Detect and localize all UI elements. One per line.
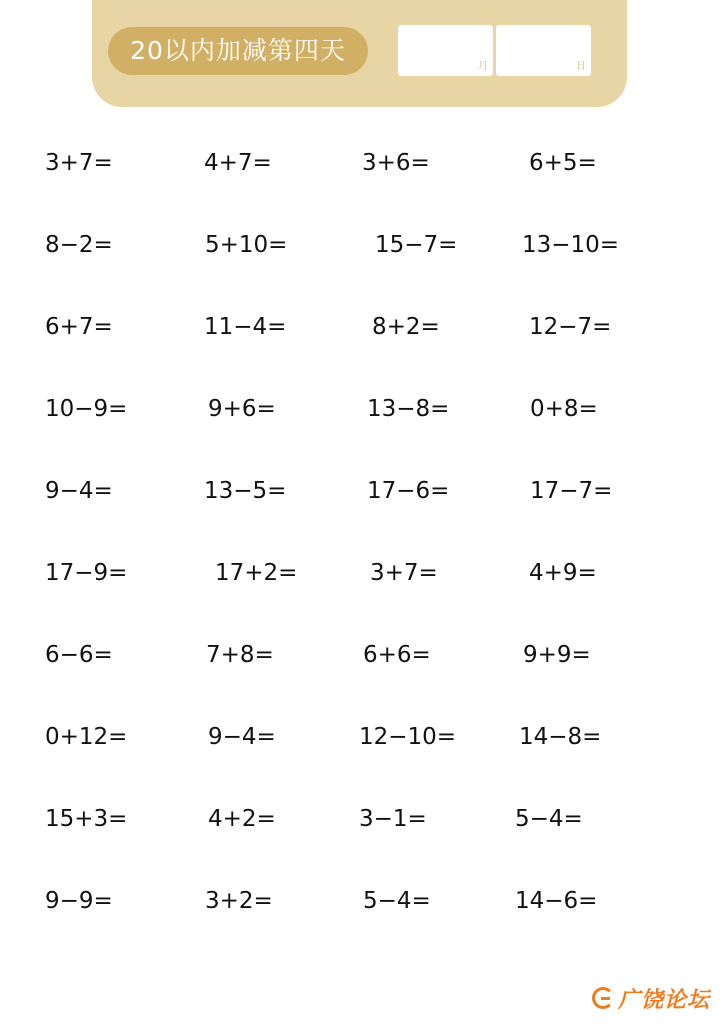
problem: 11−4= — [204, 314, 287, 340]
problem: 9+6= — [208, 396, 276, 422]
problem: 3+2= — [205, 888, 273, 914]
problem: 0+8= — [530, 396, 598, 422]
problem: 3+6= — [362, 150, 430, 176]
month-label: 月 — [478, 61, 488, 72]
worksheet-title: 20以内加减第四天 — [108, 27, 368, 75]
problem: 9−9= — [45, 888, 113, 914]
problem: 5−4= — [515, 806, 583, 832]
watermark-text: 广饶论坛 — [618, 987, 711, 1013]
problem: 14−8= — [519, 724, 602, 750]
problem: 13−5= — [204, 478, 287, 504]
problem: 4+7= — [204, 150, 272, 176]
problem: 15−7= — [375, 232, 458, 258]
watermark — [592, 983, 710, 1013]
problem: 8−2= — [45, 232, 113, 258]
problem: 6+6= — [363, 642, 431, 668]
problem: 3−1= — [359, 806, 427, 832]
problem: 3+7= — [45, 150, 113, 176]
problem: 13−8= — [367, 396, 450, 422]
problem: 7+8= — [206, 642, 274, 668]
month-field[interactable] — [398, 25, 493, 76]
day-label: 日 — [576, 61, 586, 72]
problem: 4+2= — [208, 806, 276, 832]
problem: 6−6= — [45, 642, 113, 668]
problem: 9−4= — [45, 478, 113, 504]
problem: 17+2= — [215, 560, 298, 586]
problem: 6+5= — [529, 150, 597, 176]
problem: 13−10= — [522, 232, 620, 258]
problem: 5+10= — [205, 232, 288, 258]
day-field[interactable] — [496, 25, 591, 76]
problem: 6+7= — [45, 314, 113, 340]
problem: 17−7= — [530, 478, 613, 504]
e-logo-icon — [592, 987, 614, 1009]
problem: 3+7= — [370, 560, 438, 586]
problem: 12−7= — [529, 314, 612, 340]
problem: 5−4= — [363, 888, 431, 914]
problem: 17−6= — [367, 478, 450, 504]
problem: 12−10= — [359, 724, 457, 750]
problem: 0+12= — [45, 724, 128, 750]
problem: 9+9= — [523, 642, 591, 668]
problem: 8+2= — [372, 314, 440, 340]
problem: 15+3= — [45, 806, 128, 832]
problem: 4+9= — [529, 560, 597, 586]
problem: 17−9= — [45, 560, 128, 586]
problem: 14−6= — [515, 888, 598, 914]
problem: 9−4= — [208, 724, 276, 750]
problem: 10−9= — [45, 396, 128, 422]
